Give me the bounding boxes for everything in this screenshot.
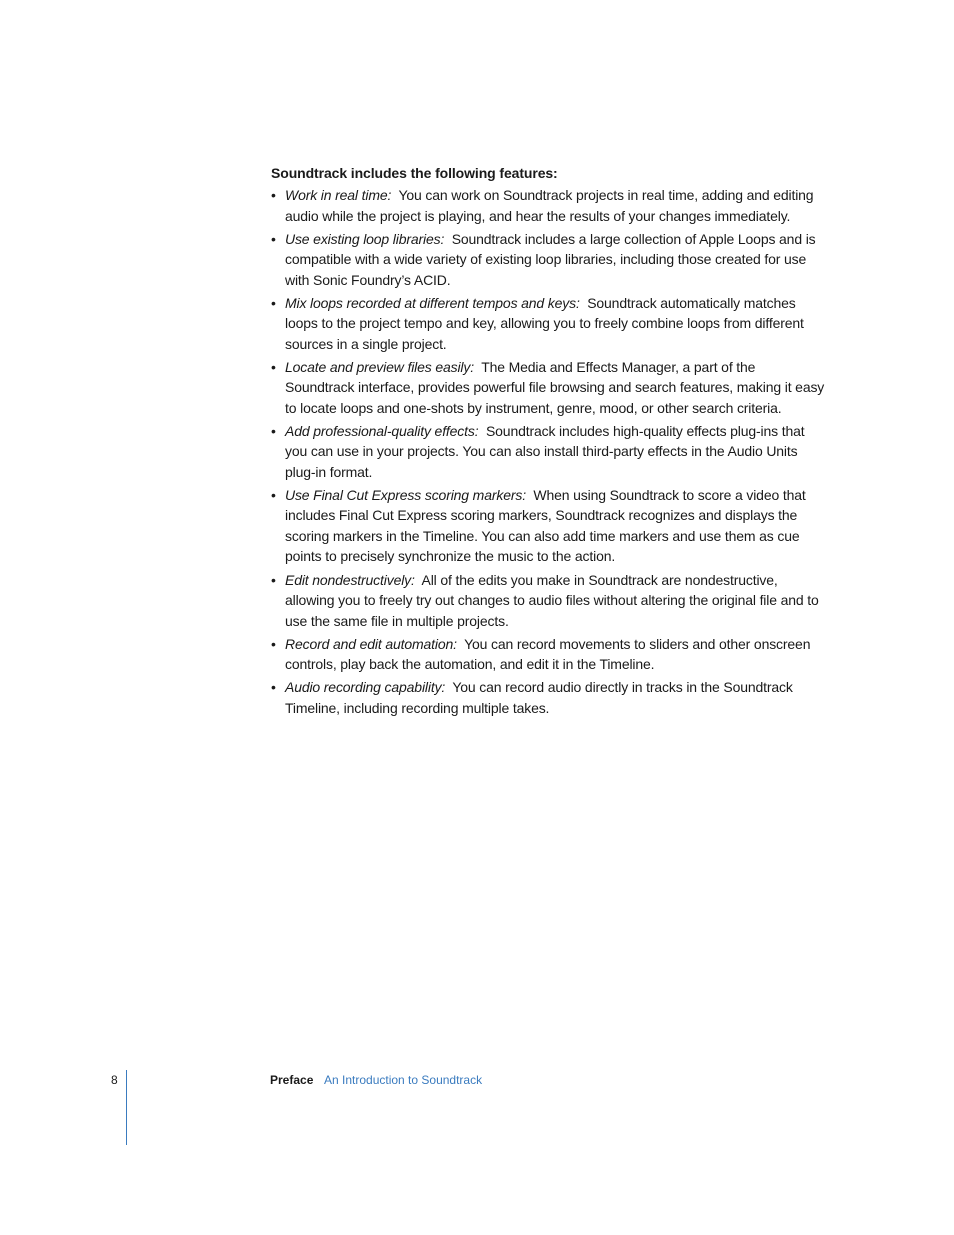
list-item [271,570,827,632]
feature-term: Locate and preview files easily: [285,358,474,375]
bullet-icon: • [271,635,276,652]
bullet-icon: • [271,187,276,203]
list-item [271,185,827,226]
features-list [271,185,827,718]
footer-chapter-label: Preface [270,1073,314,1087]
feature-text: Soundtrack includes high-quality effects plug-ins that you can use in your projects. You can also install third-party effects in the Audio Units plug-in format. [285,422,805,480]
feature-text: You can record audio directly in tracks in the Soundtrack Timeline, including recording multiple takes. [285,679,793,716]
feature-term: Use existing loop libraries: [285,230,445,247]
feature-text: You can work on Soundtrack projects in real time, adding and editing audio while the project is playing, and hear the results of your changes immediately. [285,187,814,224]
main-content [271,163,827,721]
bullet-icon: • [271,571,276,588]
list-item [271,485,827,567]
features-heading: Soundtrack includes the following features: [271,165,558,181]
feature-term: Record and edit automation: [285,635,457,652]
footer-divider [126,1070,127,1145]
list-item [271,293,827,355]
feature-text: You can record movements to sliders and other onscreen controls, play back the automation, and edit it in the Timeline. [285,635,811,673]
bullet-icon: • [271,230,276,247]
feature-term: Mix loops recorded at different tempos and keys: [285,294,580,311]
list-item [271,634,827,675]
feature-text: When using Soundtrack to score a video that includes Final Cut Express scoring markers, Soundtrack recognizes and displays the scoring markers in the Timeline. You can also add time markers and use them as cue points to precisely synchronize the music to the action. [285,486,806,565]
bullet-icon: • [271,294,276,311]
feature-text: The Media and Effects Manager, a part of the Soundtrack interface, provides powerful file browsing and search features, making it easy to locate loops and one-shots by instrument, genre, mood, or other search criteria. [285,358,825,416]
feature-text: All of the edits you make in Soundtrack are nondestructive, allowing you to freely try out changes to audio files without altering the original file and to use the same file in multiple projects. [285,571,819,629]
feature-term: Add professional-quality effects: [285,422,479,439]
bullet-icon: • [271,358,276,375]
feature-term: Use Final Cut Express scoring markers: [285,486,526,503]
bullet-icon: • [271,679,276,696]
feature-term: Work in real time: [285,187,392,203]
page-number: 8 [111,1073,118,1087]
bullet-icon: • [271,422,276,439]
list-item [271,677,827,718]
feature-text: Soundtrack includes a large collection of Apple Loops and is compatible with a wide variety of existing loop libraries, including those created for use with Sonic Foundry’s ACID. [285,230,816,288]
list-item [271,229,827,291]
feature-term: Audio recording capability: [285,679,446,696]
list-item [271,357,827,419]
footer-chapter-title: An Introduction to Soundtrack [324,1073,483,1087]
feature-term: Edit nondestructively: [285,571,415,588]
list-item [271,421,827,483]
bullet-icon: • [271,486,276,503]
feature-text: Soundtrack automatically matches loops to the project tempo and key, allowing you to freely combine loops from different sources in a single project. [285,294,804,352]
